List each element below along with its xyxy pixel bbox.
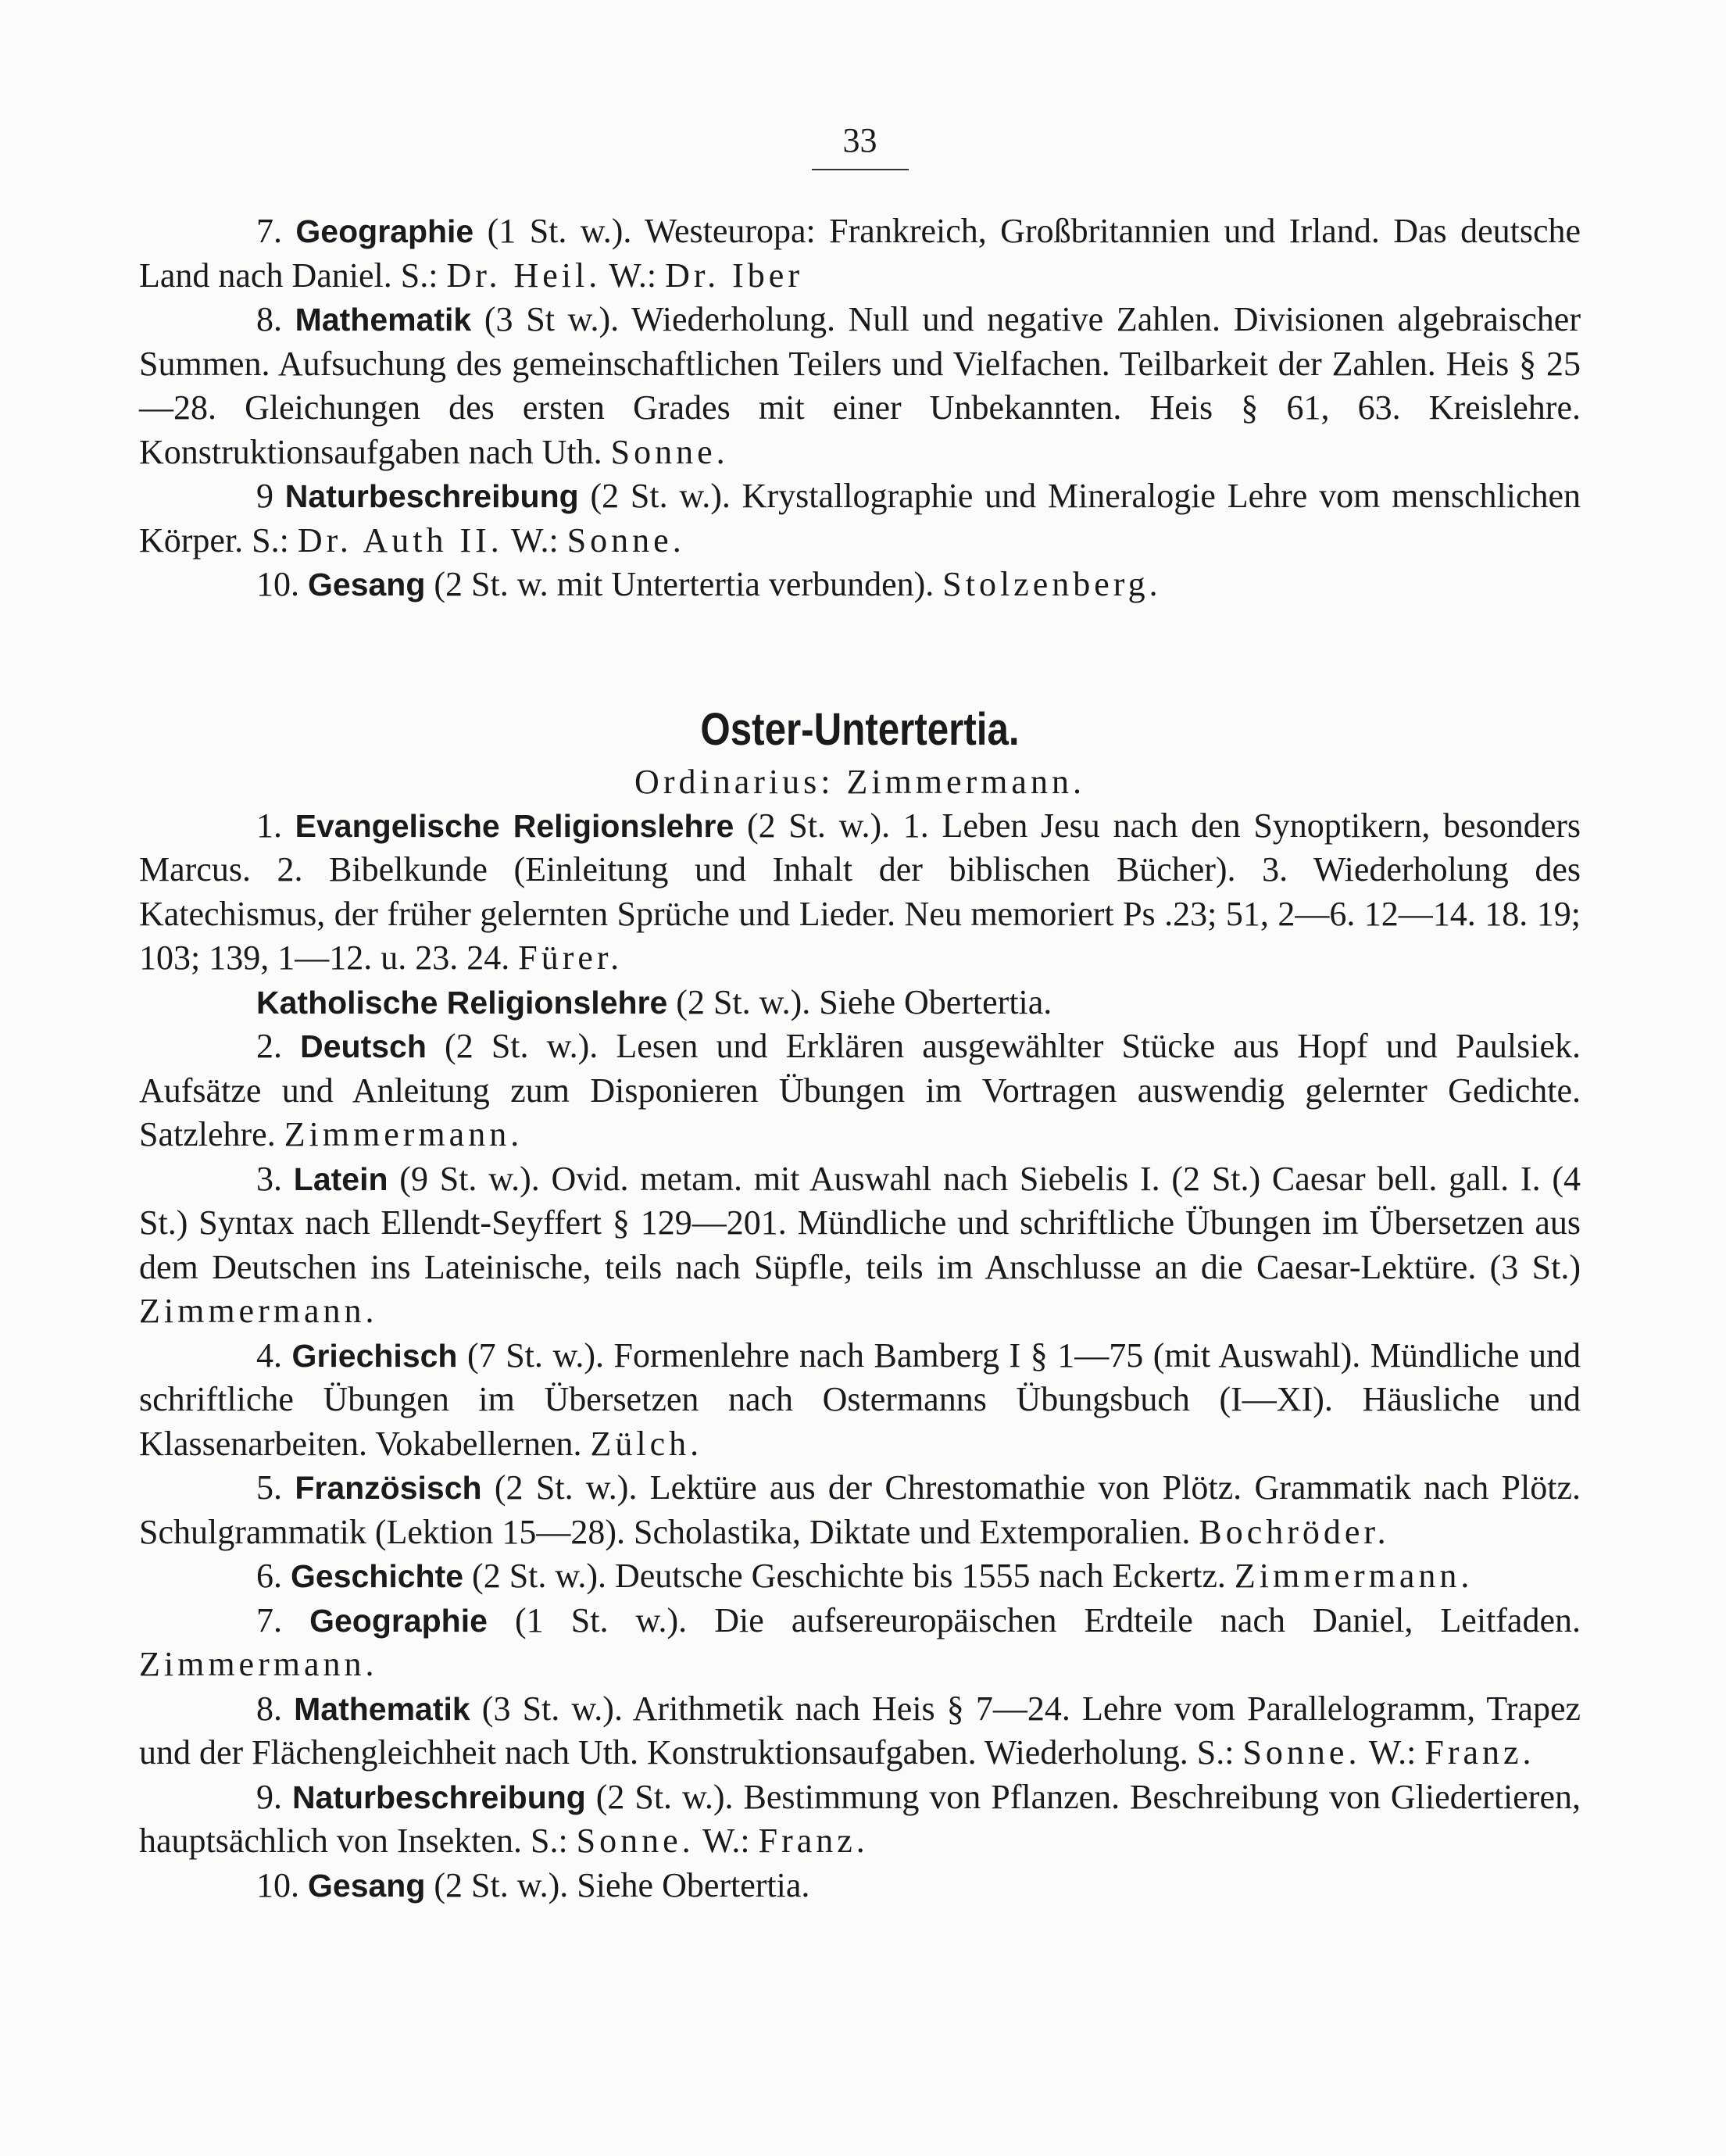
paragraph-franzoesisch xyxy=(139,1466,1581,1554)
item-text: (1 St. w.). Die aufsereuropäischen Erdteile nach Daniel, Leitfaden. xyxy=(487,1600,1581,1639)
item-number: 10. xyxy=(256,565,299,603)
teacher-name: Stolzenberg. xyxy=(942,565,1162,603)
paragraph-katholische-religionslehre xyxy=(139,981,1581,1025)
item-text: (2 St. w.). 1. Leben Jesu nach den Synoptikern, besonders Marcus. 2. Bibelkunde (Einleitung und Inhalt der biblischen Bücher). 3. Wiederholung des Katechismus, der früher gelernten Sprüche und Lieder. Neu memoriert Ps .23; 51, 2—6. 12—14. 18. 19; 103; 139, 1—12. u. 23. 24. xyxy=(139,806,1581,977)
item-text: (2 St. w.). Lektüre aus der Chrestomathie von Plötz. Grammatik nach Plötz. Schulgrammatik (Lektion 15—28). Scholastika, Diktate und Extemporalien. xyxy=(139,1468,1581,1551)
lower-section xyxy=(139,804,1581,1908)
item-text: W.: xyxy=(1360,1733,1425,1772)
item-text: (1 St. w.). Westeuropa: Frankreich, Großbritannien und Irland. Das deutsche Land nach Daniel. S.: xyxy=(139,212,1581,295)
item-text: (2 St. w.). Siehe Obertertia. xyxy=(667,982,1052,1021)
item-number: 7. xyxy=(256,212,282,250)
item-text: (9 St. w.). Ovid. metam. mit Auswahl nach Siebelis I. (2 St.) Caesar bell. gall. I. (4 St.) Syntax nach Ellendt-Seyffert § 129—201. Mündliche und schriftliche Übungen im Übersetzen aus dem Deutschen ins Lateinische, teils nach Süpfle, teils im Anschlusse an die Caesar-Lektüre. (3 St.) xyxy=(139,1159,1581,1286)
teacher-name: Zimmermann. xyxy=(139,1645,378,1683)
teacher-name: Sonne. xyxy=(1242,1733,1361,1772)
paragraph-evangelische-religionslehre xyxy=(139,804,1581,981)
page-number-text: 33 xyxy=(812,117,909,170)
item-text: W.: xyxy=(601,256,666,295)
page-content xyxy=(139,117,1581,1908)
item-text: (7 St. w.). Formenlehre nach Bamberg I § 1—75 (mit Auswahl). Mündliche und schriftliche Übungen im Übersetzen nach Ostermanns Übungsbuch (I—XI). Häusliche und Klassenarbeiten. Vokabellernen. xyxy=(139,1335,1581,1463)
item-text: (2 St. w.). Bestimmung von Pflanzen. Beschreibung von Gliedertieren, hauptsächlich von Insekten. S.: xyxy=(139,1777,1581,1860)
paragraph-naturbeschreibung-upper xyxy=(139,474,1581,563)
item-text: (2 St. w.). Lesen und Erklären ausgewählter Stücke aus Hopf und Paulsiek. Aufsätze und Anleitung zum Disponieren Übungen im Vortragen auswendig gelernter Gedichte. Satzlehre. xyxy=(139,1027,1581,1153)
item-number: 4. xyxy=(256,1335,282,1375)
item-number: 10. xyxy=(256,1865,299,1904)
item-text: (3 St w.). Wiederholung. Null und negative Zahlen. Divisionen algebraischer Summen. Aufsuchung des gemeinschaftlichen Teilers und Vielfachen. Teilbarkeit der Zahlen. Heis § 25—28. Gleichungen des ersten Grades mit einer Unbekannten. Heis § 61, 63. Kreislehre. Konstruktionsaufgaben nach Uth. xyxy=(139,300,1581,471)
paragraph-gesang-lower xyxy=(139,1864,1581,1908)
subject-title: Naturbeschreibung xyxy=(284,478,579,514)
ordinarius-line: Ordinarius: Zimmermann. xyxy=(634,762,1085,801)
teacher-name: Sonne. xyxy=(610,432,729,471)
item-text: (3 St. w.). Arithmetik nach Heis § 7—24. Lehre vom Parallelogramm, Trapez und der Flächengleichheit nach Uth. Konstruktionsaufgaben. Wiederholung. S.: xyxy=(139,1689,1581,1772)
subject-title: Katholische Religionslehre xyxy=(256,984,668,1021)
paragraph-geographie-lower xyxy=(139,1599,1581,1687)
item-text: W.: xyxy=(502,520,567,560)
subject-title: Geographie xyxy=(309,1602,488,1639)
teacher-name: Dr. Iber xyxy=(665,256,803,295)
subject-title: Mathematik xyxy=(294,1690,470,1727)
paragraph-naturbeschreibung-lower xyxy=(139,1775,1581,1864)
paragraph-mathematik-upper xyxy=(139,298,1581,474)
subject-title: Latein xyxy=(293,1160,388,1197)
paragraph-griechisch xyxy=(139,1334,1581,1467)
item-number: 6. xyxy=(256,1557,282,1595)
subject-title: Geschichte xyxy=(291,1558,464,1594)
item-number: 3. xyxy=(256,1159,282,1198)
item-number: 5. xyxy=(256,1468,282,1507)
item-number: 9 xyxy=(256,477,273,515)
teacher-name: Dr. Heil. xyxy=(446,256,602,295)
teacher-name: Sonne. xyxy=(576,1822,695,1860)
paragraph-geographie-upper xyxy=(139,209,1581,298)
teacher-name: Franz. xyxy=(1424,1733,1535,1772)
paragraph-deutsch xyxy=(139,1024,1581,1157)
item-text: W.: xyxy=(694,1822,759,1860)
subject-title: Gesang xyxy=(308,1867,426,1904)
teacher-name: Zimmermann. xyxy=(284,1115,524,1153)
item-number: 7. xyxy=(256,1600,282,1639)
subject-title: Evangelische Religionslehre xyxy=(295,807,734,844)
page-number xyxy=(139,117,1581,170)
paragraph-geschichte xyxy=(139,1554,1581,1599)
subject-title: Gesang xyxy=(308,567,426,602)
teacher-name: Zimmermann. xyxy=(1234,1557,1474,1595)
item-text: (2 St. w.). Siehe Obertertia. xyxy=(425,1865,810,1904)
teacher-name: Bochröder. xyxy=(1199,1512,1390,1551)
teacher-name: Dr. Auth II. xyxy=(297,520,503,560)
item-text: (2 St. w. mit Untertertia verbunden). xyxy=(425,565,943,603)
subject-title: Französisch xyxy=(295,1470,482,1506)
item-text: (2 St. w.). Deutsche Geschichte bis 1555 nach Eckertz. xyxy=(463,1557,1235,1595)
subject-title: Deutsch xyxy=(300,1028,427,1064)
paragraph-gesang-upper xyxy=(139,563,1581,607)
item-number: 8. xyxy=(256,300,282,338)
item-number: 8. xyxy=(256,1689,282,1728)
item-number: 1. xyxy=(256,806,282,845)
paragraph-mathematik-lower xyxy=(139,1687,1581,1775)
section-title: Oster-Untertertia. xyxy=(700,703,1020,755)
item-number: 2. xyxy=(256,1027,282,1065)
subject-title: Griechisch xyxy=(291,1337,458,1374)
subject-title: Mathematik xyxy=(295,302,472,338)
teacher-name: Zimmermann. xyxy=(139,1292,378,1330)
teacher-name: Zülch. xyxy=(590,1424,703,1463)
teacher-name: Franz. xyxy=(758,1822,869,1860)
subject-title: Geographie xyxy=(295,213,474,249)
paragraph-latein xyxy=(139,1157,1581,1334)
upper-section xyxy=(139,209,1581,607)
subject-title: Naturbeschreibung xyxy=(291,1779,586,1815)
item-text: (2 St. w.). Krystallographie und Mineralogie Lehre vom menschlichen Körper. S.: xyxy=(139,477,1581,560)
teacher-name: Fürer. xyxy=(518,939,624,977)
teacher-name: Sonne. xyxy=(566,520,685,560)
item-number: 9. xyxy=(256,1777,282,1816)
